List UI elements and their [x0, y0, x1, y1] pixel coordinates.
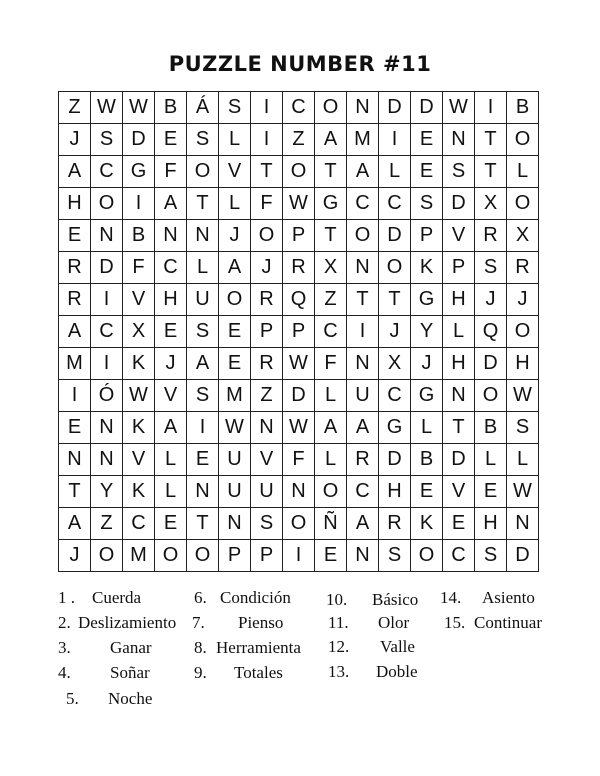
grid-cell: N [187, 220, 219, 252]
word-item [326, 590, 418, 610]
grid-cell: N [443, 124, 475, 156]
grid-cell: G [411, 284, 443, 316]
grid-cell: I [123, 188, 155, 220]
grid-cell: J [59, 124, 91, 156]
grid-cell: D [411, 92, 443, 124]
grid-cell: D [475, 348, 507, 380]
grid-cell: E [155, 124, 187, 156]
grid-cell: E [219, 348, 251, 380]
grid-cell: O [219, 284, 251, 316]
grid-cell: Z [315, 284, 347, 316]
grid-cell: J [219, 220, 251, 252]
grid-cell: O [475, 380, 507, 412]
grid-cell: V [219, 156, 251, 188]
grid-cell: J [379, 316, 411, 348]
grid-cell: J [59, 540, 91, 572]
word-number: 2. [58, 613, 71, 632]
word-label: Valle [380, 637, 415, 656]
grid-cell: E [411, 124, 443, 156]
grid-cell: E [475, 476, 507, 508]
word-item [328, 637, 415, 657]
grid-cell: G [411, 380, 443, 412]
grid-cell: S [475, 540, 507, 572]
grid-cell: Q [475, 316, 507, 348]
grid-cell: C [315, 316, 347, 348]
grid-cell: L [443, 316, 475, 348]
grid-cell: B [155, 92, 187, 124]
word-number: 10. [326, 590, 348, 609]
grid-cell: M [59, 348, 91, 380]
grid-cell: A [59, 508, 91, 540]
grid-cell: X [507, 220, 539, 252]
grid-cell: F [315, 348, 347, 380]
grid-cell: M [219, 380, 251, 412]
grid-cell: S [475, 252, 507, 284]
grid-cell: S [219, 92, 251, 124]
grid-cell: A [347, 412, 379, 444]
grid-cell: N [91, 412, 123, 444]
grid-cell: X [123, 316, 155, 348]
grid-cell: P [283, 316, 315, 348]
grid-cell: T [315, 156, 347, 188]
word-item [58, 663, 150, 683]
grid-cell: O [155, 540, 187, 572]
grid-cell: F [155, 156, 187, 188]
grid-cell: I [91, 348, 123, 380]
grid-cell: E [411, 476, 443, 508]
grid-cell: D [123, 124, 155, 156]
grid-cell: A [59, 156, 91, 188]
grid-cell: G [315, 188, 347, 220]
grid-cell: A [59, 316, 91, 348]
grid-cell: O [187, 156, 219, 188]
word-label: Deslizamiento [78, 613, 177, 632]
grid-cell: I [347, 316, 379, 348]
word-item [328, 613, 409, 633]
grid-cell: O [507, 188, 539, 220]
grid-cell: W [507, 380, 539, 412]
grid-cell: U [219, 444, 251, 476]
grid-cell: F [283, 444, 315, 476]
word-number: 4. [58, 663, 71, 682]
grid-cell: N [283, 476, 315, 508]
grid-cell: I [59, 380, 91, 412]
word-label: Continuar [474, 613, 542, 632]
grid-cell: O [283, 156, 315, 188]
grid-cell: D [283, 380, 315, 412]
word-label: Noche [108, 689, 153, 708]
word-number: 15. [444, 613, 466, 632]
grid-cell: E [59, 220, 91, 252]
grid-cell: P [411, 220, 443, 252]
grid-cell: E [155, 508, 187, 540]
grid-cell: S [411, 188, 443, 220]
grid-cell: C [443, 540, 475, 572]
grid-cell: L [155, 476, 187, 508]
word-item [58, 613, 176, 633]
grid-cell: O [411, 540, 443, 572]
grid-cell: D [443, 444, 475, 476]
grid-cell: O [379, 252, 411, 284]
grid-cell: O [315, 92, 347, 124]
grid-cell: C [123, 508, 155, 540]
grid-cell: L [379, 156, 411, 188]
grid-cell: X [315, 252, 347, 284]
grid-cell: G [379, 412, 411, 444]
grid-cell: H [443, 348, 475, 380]
word-item [444, 613, 542, 633]
grid-cell: E [443, 508, 475, 540]
grid-cell: I [251, 92, 283, 124]
grid-cell: L [219, 124, 251, 156]
grid-cell: V [251, 444, 283, 476]
grid-cell: S [379, 540, 411, 572]
letter-grid [58, 91, 539, 572]
grid-cell: W [283, 188, 315, 220]
grid-cell: I [91, 284, 123, 316]
grid-cell: V [123, 284, 155, 316]
grid-cell: E [59, 412, 91, 444]
grid-cell: L [219, 188, 251, 220]
grid-cell: N [251, 412, 283, 444]
grid-cell: T [315, 220, 347, 252]
grid-cell: T [379, 284, 411, 316]
word-item [192, 613, 283, 633]
grid-cell: J [411, 348, 443, 380]
word-item [194, 638, 301, 658]
grid-cell: H [475, 508, 507, 540]
word-item [440, 588, 535, 608]
grid-cell: J [155, 348, 187, 380]
grid-cell: L [315, 444, 347, 476]
grid-cell: T [475, 156, 507, 188]
grid-cell: M [347, 124, 379, 156]
puzzle-title: PUZZLE NUMBER #11 [168, 52, 432, 76]
word-number: 1 . [58, 588, 75, 607]
grid-cell: L [187, 252, 219, 284]
grid-cell: I [283, 540, 315, 572]
grid-cell: L [507, 444, 539, 476]
word-item [66, 689, 152, 709]
grid-cell: N [347, 252, 379, 284]
grid-cell: N [155, 220, 187, 252]
grid-cell: A [155, 188, 187, 220]
grid-cell: E [411, 156, 443, 188]
grid-cell: F [123, 252, 155, 284]
grid-cell: N [347, 92, 379, 124]
grid-cell: N [187, 476, 219, 508]
word-number: 6. [194, 588, 207, 607]
word-number: 8. [194, 638, 207, 657]
grid-cell: P [251, 540, 283, 572]
word-label: Doble [376, 662, 418, 681]
grid-cell: J [507, 284, 539, 316]
grid-cell: Z [91, 508, 123, 540]
word-label: Condición [220, 588, 291, 607]
word-label: Totales [234, 663, 283, 682]
grid-cell: R [347, 444, 379, 476]
grid-cell: K [411, 508, 443, 540]
grid-cell: W [123, 92, 155, 124]
grid-cell: T [347, 284, 379, 316]
word-number: 14. [440, 588, 462, 607]
grid-cell: L [155, 444, 187, 476]
grid-cell: P [283, 220, 315, 252]
grid-cell: N [507, 508, 539, 540]
grid-cell: Z [283, 124, 315, 156]
grid-cell: O [507, 124, 539, 156]
grid-cell: H [379, 476, 411, 508]
word-label: Soñar [110, 663, 150, 682]
grid-cell: B [411, 444, 443, 476]
grid-cell: L [475, 444, 507, 476]
grid-cell: R [251, 284, 283, 316]
word-label: Cuerda [92, 588, 142, 607]
grid-cell: V [443, 220, 475, 252]
word-item [194, 663, 283, 683]
grid-cell: W [283, 412, 315, 444]
grid-cell: O [347, 220, 379, 252]
grid-cell: A [155, 412, 187, 444]
grid-cell: K [123, 348, 155, 380]
grid-cell: F [251, 188, 283, 220]
grid-cell: K [411, 252, 443, 284]
grid-cell: R [59, 284, 91, 316]
grid-cell: N [91, 444, 123, 476]
grid-cell: O [251, 220, 283, 252]
grid-cell: O [91, 188, 123, 220]
grid-cell: P [251, 316, 283, 348]
grid-cell: Á [187, 92, 219, 124]
word-label: Olor [378, 613, 410, 632]
grid-cell: N [219, 508, 251, 540]
grid-cell: Z [59, 92, 91, 124]
grid-cell: C [379, 380, 411, 412]
grid-cell: W [443, 92, 475, 124]
grid-cell: S [507, 412, 539, 444]
word-item [328, 662, 418, 682]
grid-cell: J [251, 252, 283, 284]
grid-cell: N [91, 220, 123, 252]
grid-cell: U [219, 476, 251, 508]
word-number: 12. [328, 637, 350, 656]
grid-cell: R [507, 252, 539, 284]
grid-cell: Ñ [315, 508, 347, 540]
word-item [58, 638, 152, 658]
grid-cell: X [379, 348, 411, 380]
grid-cell: S [91, 124, 123, 156]
grid-cell: N [347, 540, 379, 572]
grid-cell: I [251, 124, 283, 156]
grid-cell: B [507, 92, 539, 124]
word-number: 11. [328, 613, 349, 632]
grid-cell: S [187, 124, 219, 156]
grid-cell: S [187, 380, 219, 412]
grid-cell: C [347, 476, 379, 508]
grid-cell: Ó [91, 380, 123, 412]
grid-cell: A [315, 124, 347, 156]
grid-cell: I [187, 412, 219, 444]
grid-cell: W [123, 380, 155, 412]
grid-cell: B [475, 412, 507, 444]
grid-cell: W [91, 92, 123, 124]
grid-cell: N [347, 348, 379, 380]
grid-cell: Y [91, 476, 123, 508]
grid-cell: E [315, 540, 347, 572]
grid-cell: N [59, 444, 91, 476]
grid-cell: B [123, 220, 155, 252]
grid-cell: Y [411, 316, 443, 348]
grid-cell: T [475, 124, 507, 156]
grid-cell: W [507, 476, 539, 508]
grid-cell: O [91, 540, 123, 572]
grid-cell: T [187, 188, 219, 220]
grid-cell: T [187, 508, 219, 540]
grid-cell: J [475, 284, 507, 316]
grid-cell: C [155, 252, 187, 284]
grid-cell: R [251, 348, 283, 380]
word-label: Pienso [238, 613, 284, 632]
word-label: Asiento [482, 588, 535, 607]
grid-cell: V [443, 476, 475, 508]
grid-cell: K [123, 476, 155, 508]
grid-cell: O [507, 316, 539, 348]
word-item [194, 588, 291, 608]
grid-cell: C [347, 188, 379, 220]
grid-cell: S [187, 316, 219, 348]
grid-cell: D [379, 92, 411, 124]
grid-cell: Q [283, 284, 315, 316]
grid-cell: C [91, 156, 123, 188]
grid-cell: L [507, 156, 539, 188]
word-item [58, 588, 141, 608]
grid-cell: S [251, 508, 283, 540]
word-label: Herramienta [216, 638, 301, 657]
grid-cell: C [91, 316, 123, 348]
grid-cell: Z [251, 380, 283, 412]
grid-cell: L [315, 380, 347, 412]
word-number: 13. [328, 662, 350, 681]
grid-cell: N [443, 380, 475, 412]
word-number: 9. [194, 663, 207, 682]
word-label: Ganar [110, 638, 152, 657]
grid-cell: C [283, 92, 315, 124]
grid-cell: C [379, 188, 411, 220]
grid-cell: H [59, 188, 91, 220]
grid-cell: O [283, 508, 315, 540]
grid-cell: T [251, 156, 283, 188]
grid-cell: I [379, 124, 411, 156]
grid-cell: X [475, 188, 507, 220]
grid-cell: V [155, 380, 187, 412]
grid-cell: U [187, 284, 219, 316]
grid-cell: R [379, 508, 411, 540]
grid-cell: D [91, 252, 123, 284]
grid-cell: V [123, 444, 155, 476]
grid-cell: A [347, 156, 379, 188]
grid-cell: D [379, 444, 411, 476]
grid-cell: L [411, 412, 443, 444]
word-number: 5. [66, 689, 79, 708]
grid-cell: S [443, 156, 475, 188]
grid-cell: R [59, 252, 91, 284]
word-label: Básico [372, 590, 419, 609]
grid-cell: E [155, 316, 187, 348]
grid-cell: H [155, 284, 187, 316]
grid-cell: T [443, 412, 475, 444]
grid-cell: U [347, 380, 379, 412]
grid-cell: H [507, 348, 539, 380]
grid-cell: K [123, 412, 155, 444]
grid-cell: D [507, 540, 539, 572]
grid-cell: R [283, 252, 315, 284]
grid-cell: W [219, 412, 251, 444]
grid-cell: A [219, 252, 251, 284]
grid-cell: A [347, 508, 379, 540]
grid-cell: O [187, 540, 219, 572]
grid-cell: P [443, 252, 475, 284]
grid-cell: I [475, 92, 507, 124]
grid-cell: T [59, 476, 91, 508]
grid-cell: G [123, 156, 155, 188]
grid-cell: P [219, 540, 251, 572]
grid-cell: W [283, 348, 315, 380]
grid-cell: A [315, 412, 347, 444]
word-number: 7. [192, 613, 205, 632]
grid-cell: U [251, 476, 283, 508]
grid-cell: M [123, 540, 155, 572]
grid-cell: A [187, 348, 219, 380]
grid-cell: R [475, 220, 507, 252]
grid-cell: H [443, 284, 475, 316]
grid-cell: E [219, 316, 251, 348]
grid-cell: E [187, 444, 219, 476]
grid-cell: O [315, 476, 347, 508]
grid-cell: D [379, 220, 411, 252]
grid-cell: D [443, 188, 475, 220]
word-number: 3. [58, 638, 71, 657]
